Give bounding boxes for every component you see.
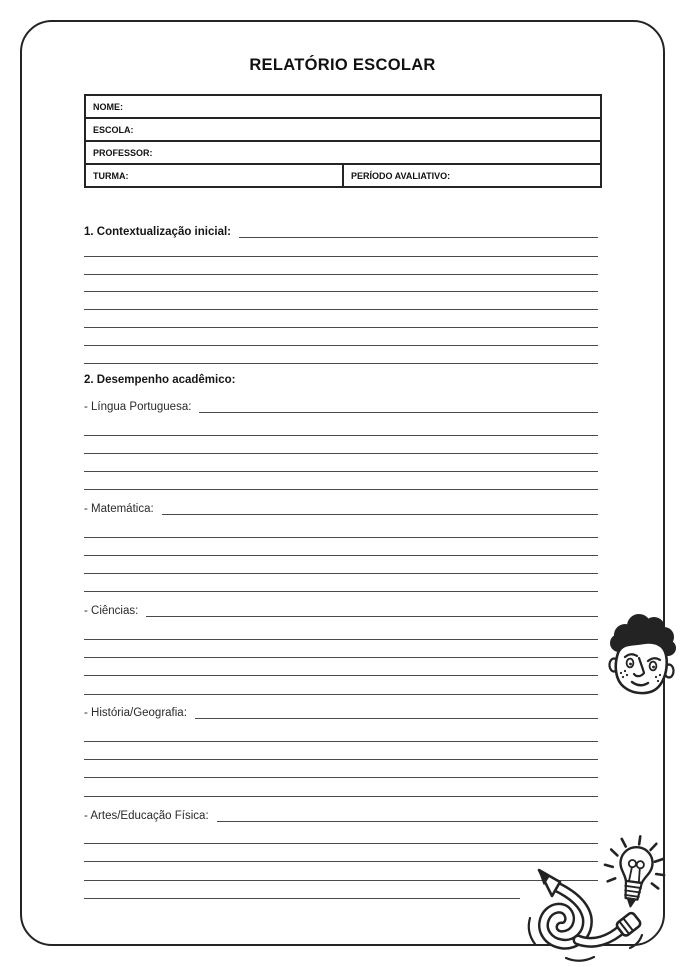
section-contextualizacao-inicial [84, 222, 598, 364]
writing-line[interactable] [84, 292, 598, 310]
subject-label-matematica: - Matemática: [84, 503, 154, 516]
writing-line[interactable] [84, 346, 598, 364]
writing-line[interactable] [217, 805, 598, 822]
table-row [85, 95, 601, 118]
writing-line[interactable] [84, 676, 598, 694]
writing-line[interactable] [84, 622, 598, 640]
writing-line[interactable] [84, 862, 598, 880]
writing-line[interactable] [84, 640, 598, 658]
writing-line[interactable] [84, 556, 598, 574]
writing-line[interactable] [84, 760, 598, 778]
writing-line[interactable] [239, 222, 598, 238]
school-label: ESCOLA: [93, 124, 134, 135]
table-row [85, 141, 601, 164]
writing-line[interactable] [84, 520, 598, 538]
writing-line[interactable] [84, 881, 520, 899]
class-label: TURMA: [93, 170, 129, 181]
subject-block-artes-educacao-fisica [84, 805, 598, 899]
writing-line[interactable] [84, 742, 598, 760]
writing-line[interactable] [84, 658, 598, 676]
writing-line[interactable] [84, 310, 598, 328]
writing-line[interactable] [84, 328, 598, 346]
writing-line[interactable] [84, 257, 598, 275]
writing-line[interactable] [84, 778, 598, 796]
subject-label-artes-educacao-fisica: - Artes/Educação Física: [84, 809, 209, 822]
writing-line[interactable] [84, 239, 598, 257]
table-row [85, 118, 601, 141]
writing-line[interactable] [84, 844, 598, 862]
teacher-input[interactable] [153, 142, 600, 163]
class-input[interactable] [129, 165, 343, 186]
subject-block-historia-geografia [84, 702, 598, 796]
subject-block-lingua-portuguesa [84, 396, 598, 490]
section-2-heading: 2. Desempenho acadêmico: [84, 374, 236, 386]
writing-line[interactable] [84, 574, 598, 592]
evaluation-period-label: PERÍODO AVALIATIVO: [351, 170, 451, 181]
writing-line[interactable] [146, 600, 598, 617]
subject-block-matematica [84, 498, 598, 592]
subject-label-lingua-portuguesa: - Língua Portuguesa: [84, 401, 192, 413]
teacher-label: PROFESSOR: [93, 147, 153, 158]
section-1-heading: 1. Contextualização inicial: [84, 226, 231, 238]
section-desempenho-academico [84, 396, 598, 907]
subject-label-ciencias: - Ciências: [84, 605, 139, 618]
school-input[interactable] [134, 119, 601, 140]
writing-line[interactable] [84, 826, 598, 844]
writing-line[interactable] [84, 275, 598, 293]
writing-line[interactable] [84, 454, 598, 472]
subject-label-historia-geografia: - História/Geografia: [84, 707, 187, 720]
student-info-table [84, 94, 602, 188]
writing-line[interactable] [84, 724, 598, 742]
evaluation-period-input[interactable] [450, 165, 600, 186]
writing-line[interactable] [84, 472, 598, 490]
writing-line[interactable] [162, 498, 598, 515]
writing-line[interactable] [84, 436, 598, 454]
writing-line[interactable] [84, 538, 598, 556]
page-title: RELATÓRIO ESCOLAR [249, 56, 436, 74]
name-label: NOME: [93, 101, 123, 112]
table-row [85, 164, 601, 187]
writing-line[interactable] [199, 396, 598, 413]
writing-line[interactable] [84, 418, 598, 436]
name-input[interactable] [123, 96, 600, 117]
writing-line[interactable] [195, 702, 598, 719]
subject-block-ciencias [84, 600, 598, 694]
